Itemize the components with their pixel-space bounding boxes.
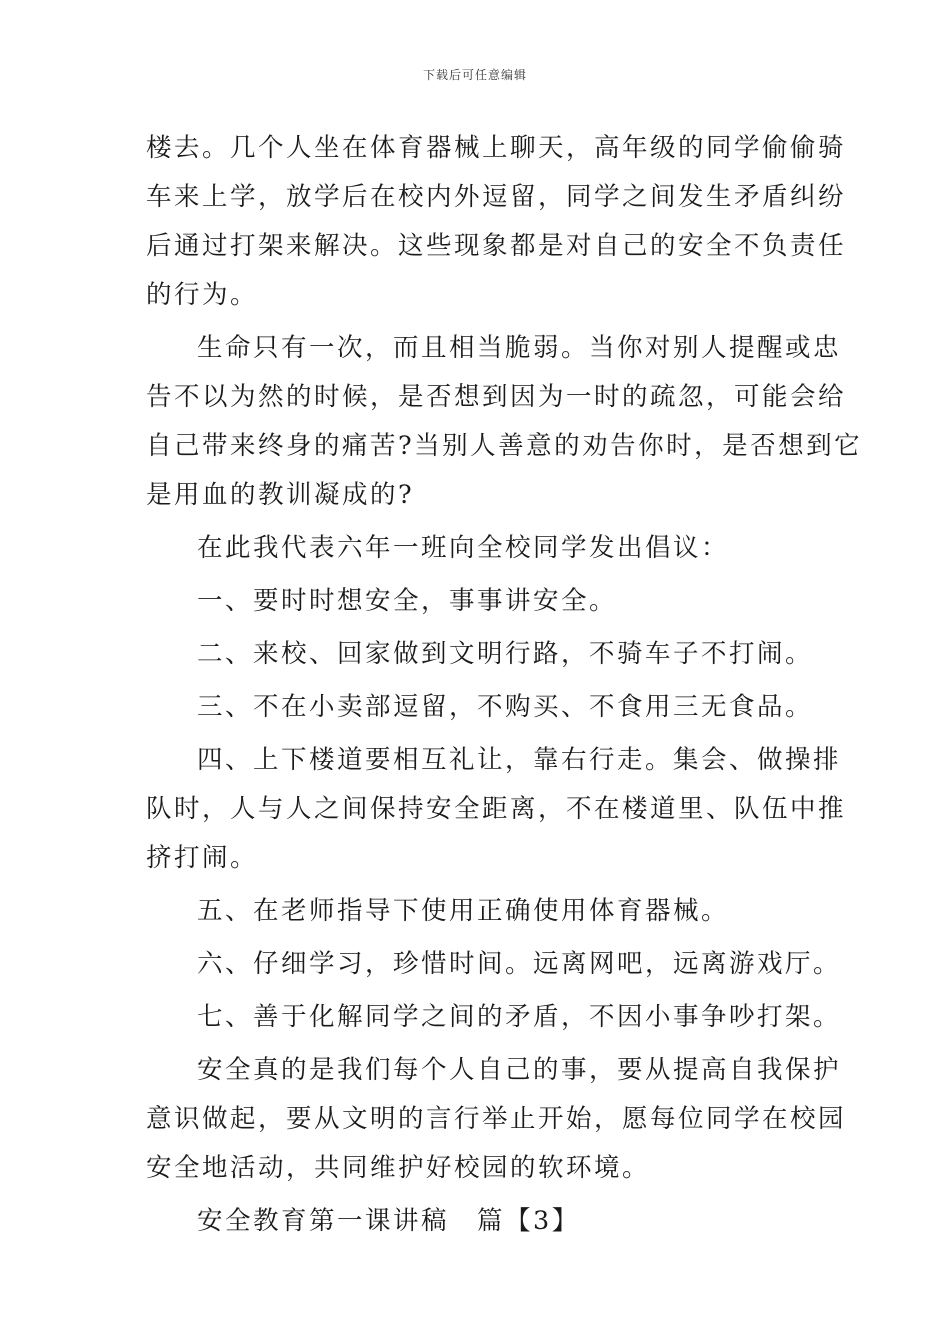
paragraph-line: 六、仔细学习，珍惜时间。远离网吧，远离游戏厅。: [197, 949, 842, 979]
paragraph-line: 车来上学，放学后在校内外逗留，同学之间发生矛盾纠纷: [146, 182, 847, 212]
paragraph-line: 楼去。几个人坐在体育器械上聊天，高年级的同学偷偷骑: [146, 133, 847, 163]
paragraph-line: 一、要时时想安全，事事讲安全。: [197, 586, 618, 616]
paragraph: [146, 940, 842, 989]
paragraph: [146, 1197, 818, 1246]
document-body: [146, 124, 863, 1246]
paragraph-line: 是用血的教训凝成的?: [146, 480, 415, 510]
paragraph: [146, 577, 818, 626]
paragraph-line: 二、来校、回家做到文明行路，不骑车子不打闹。: [197, 639, 814, 669]
paragraph-line: 挤打闹。: [146, 843, 259, 873]
paragraph: [146, 993, 842, 1042]
paragraph-line: 安全地活动，共同维护好校园的软环境。: [146, 1153, 651, 1183]
paragraph-line: 安全教育第一课讲稿 篇【3】: [197, 1206, 580, 1236]
paragraph-line: 三、不在小卖部逗留，不购买、不食用三无食品。: [197, 692, 814, 722]
paragraph-line: 队时，人与人之间保持安全距离，不在楼道里、队伍中推: [146, 794, 847, 824]
paragraph-line: 告不以为然的时候，是否想到因为一时的疏忽，可能会给: [146, 382, 847, 412]
paragraph: [146, 1046, 847, 1193]
paragraph-line: 意识做起，要从文明的言行举止开始，愿每位同学在校园: [146, 1104, 847, 1134]
paragraph: [146, 524, 818, 573]
paragraph-line: 七、善于化解同学之间的矛盾，不因小事争吵打架。: [197, 1002, 842, 1032]
paragraph-line: 生命只有一次，而且相当脆弱。当你对别人提醒或忠: [197, 333, 842, 363]
paragraph: [146, 630, 818, 679]
page-header: 下载后可任意编辑: [422, 68, 527, 82]
paragraph: [146, 736, 847, 883]
paragraph-line: 五、在老师指导下使用正确使用体育器械。: [197, 896, 730, 926]
paragraph-line: 后通过打架来解决。这些现象都是对自己的安全不负责任: [146, 231, 847, 261]
paragraph: [146, 683, 818, 732]
paragraph: [146, 124, 847, 320]
paragraph: [146, 324, 863, 520]
paragraph-line: 自己带来终身的痛苦?当别人善意的劝告你时，是否想到它: [146, 431, 863, 461]
paragraph-line: 在此我代表六年一班向全校同学发出倡议：: [197, 533, 730, 563]
paragraph-line: 安全真的是我们每个人自己的事，要从提高自我保护: [197, 1055, 842, 1085]
paragraph-line: 的行为。: [146, 280, 259, 310]
paragraph: [146, 887, 818, 936]
paragraph-line: 四、上下楼道要相互礼让，靠右行走。集会、做操排: [197, 745, 842, 775]
